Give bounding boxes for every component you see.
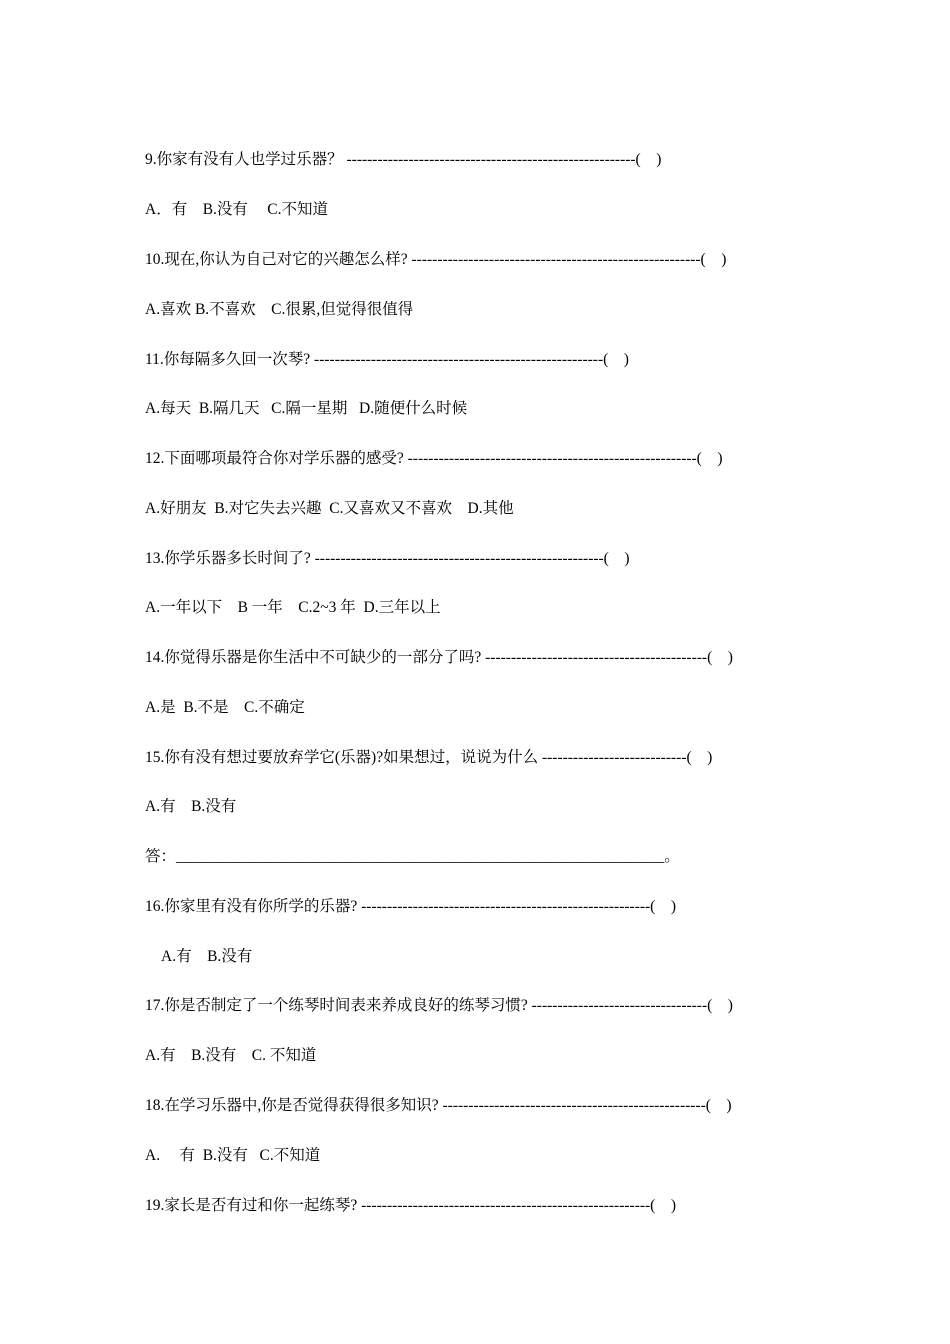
question-12: 12.下面哪项最符合你对学乐器的感受? --------------------------------------------------------( ) — [145, 450, 723, 467]
question-11: 11.你每隔多久回一次琴? --------------------------------------------------------( ) — [145, 351, 629, 368]
options-10: A.喜欢 B.不喜欢 C.很累,但觉得很值得 — [145, 301, 414, 318]
options-15: A.有 B.没有 — [145, 798, 237, 815]
question-16: 16.你家里有没有你所学的乐器? --------------------------------------------------------( ) — [145, 898, 677, 915]
options-13: A.一年以下 B 一年 C.2~3 年 D.三年以上 — [145, 599, 441, 616]
options-14: A.是 B.不是 C.不确定 — [145, 699, 305, 716]
question-10: 10.现在,你认为自己对它的兴趣怎么样? --------------------------------------------------------( ) — [145, 251, 727, 268]
question-15: 15.你有没有想过要放弃学它(乐器)?如果想过，说说为什么 ----------------------------( ) — [145, 749, 713, 766]
options-11: A.每天 B.隔几天 C.隔一星期 D.随便什么时候 — [145, 400, 468, 417]
question-14: 14.你觉得乐器是你生活中不可缺少的一部分了吗? -------------------------------------------( ) — [145, 649, 733, 666]
question-9: 9.你家有没有人也学过乐器？ --------------------------------------------------------( ) — [145, 151, 662, 168]
options-9: A．有 B.没有 C.不知道 — [145, 201, 328, 218]
question-17: 17.你是否制定了一个练琴时间表来养成良好的练琴习惯? ----------------------------------( ) — [145, 997, 733, 1014]
options-12: A.好朋友 B.对它失去兴趣 C.又喜欢又不喜欢 D.其他 — [145, 500, 514, 517]
options-18: A. 有 B.没有 C.不知道 — [145, 1147, 321, 1164]
options-17: A.有 B.没有 C. 不知道 — [145, 1047, 317, 1064]
question-18: 18.在学习乐器中,你是否觉得获得很多知识? ---------------------------------------------------( ) — [145, 1097, 732, 1114]
question-19: 19.家长是否有过和你一起练琴? --------------------------------------------------------( ) — [145, 1197, 677, 1214]
options-16: A.有 B.没有 — [161, 948, 253, 965]
answer-line-15: 答：_______________________________________________________________。 — [145, 848, 680, 865]
question-13: 13.你学乐器多长时间了? --------------------------------------------------------( ) — [145, 550, 630, 567]
